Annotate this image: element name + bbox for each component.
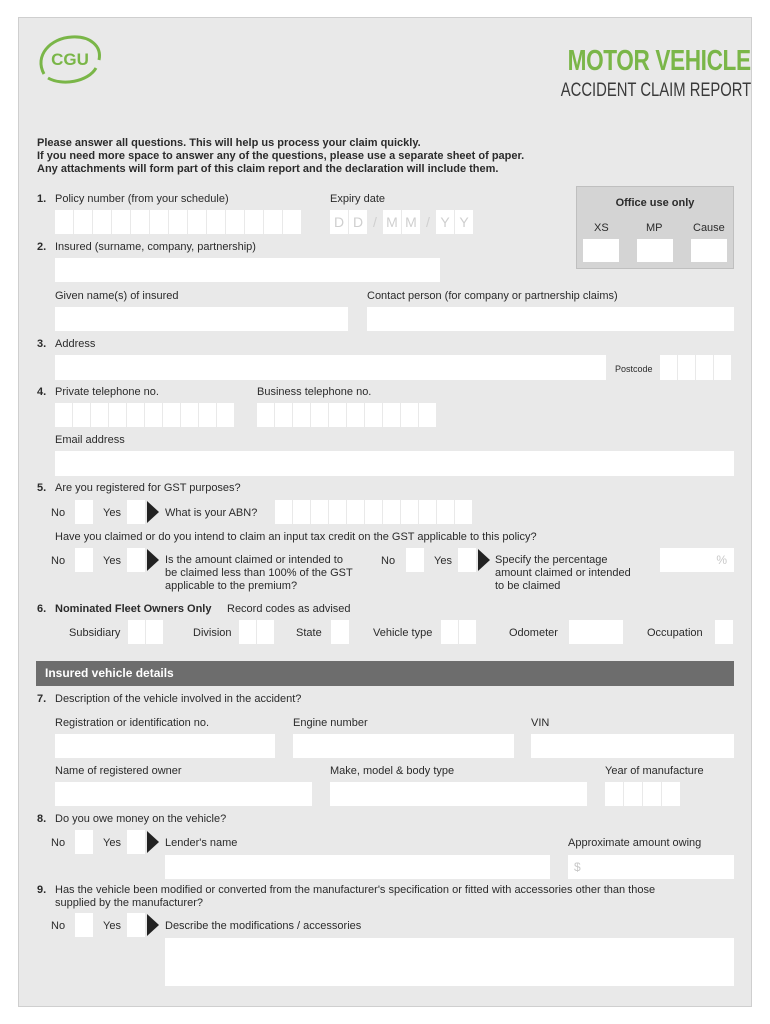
lender-label: Lender's name [165,837,238,849]
intro-line-1: Please answer all questions. This will help us process your claim quickly. [37,137,421,149]
odometer-label: Odometer [509,627,558,639]
owe-yes-checkbox[interactable] [127,830,145,854]
amount-owing-label: Approximate amount owing [568,837,702,849]
contact-person-label: Contact person (for company or partnership claims) [367,290,618,302]
gst-yes-checkbox[interactable] [127,500,145,524]
email-label: Email address [55,434,125,446]
q5-number: 5. [37,482,47,494]
q7-number: 7. [37,693,47,705]
svg-text:CGU: CGU [51,50,89,69]
cgu-logo [36,34,104,86]
modified-no-checkbox[interactable] [75,913,93,937]
engine-number-field[interactable] [293,734,514,758]
office-cause-field[interactable] [691,239,727,262]
office-use-panel [576,186,734,269]
policy-number-field[interactable] [55,210,301,234]
modified-question-1: Has the vehicle been modified or converted from the manufacturer's specification or fitted with accessories other than those [55,884,656,896]
percent-sign: % [716,553,727,567]
contact-person-field[interactable] [367,307,734,331]
amount-owing-field[interactable] [568,855,734,879]
owe-no-checkbox[interactable] [75,830,93,854]
registered-owner-field[interactable] [55,782,312,806]
vehicle-type-field[interactable] [441,620,476,644]
q6-number: 6. [37,603,47,615]
email-field[interactable] [55,451,734,476]
office-xs-label: XS [594,222,609,234]
less-than-100-q-3: applicable to the premium? [165,580,298,592]
division-field[interactable] [239,620,274,644]
business-phone-label: Business telephone no. [257,386,372,398]
form-subtitle: ACCIDENT CLAIM REPORT [560,80,751,101]
less-no-label: No [381,555,396,567]
percentage-label-3: to be claimed [495,580,561,592]
percentage-label-2: amount claimed or intended [495,567,631,579]
insured-label: Insured (surname, company, partnership) [55,241,256,253]
intro-line-2: If you need more space to answer any of the questions, please use a separate sheet of paper. [37,150,525,162]
registration-field[interactable] [55,734,275,758]
abn-label: What is your ABN? [165,507,258,519]
gst-no-label: No [51,507,66,519]
subsidiary-label: Subsidiary [69,627,121,639]
office-use-title: Office use only [615,197,695,209]
registration-label: Registration or identification no. [55,717,210,729]
modifications-field[interactable] [165,938,734,986]
private-phone-label: Private telephone no. [55,386,159,398]
vin-label: VIN [531,717,550,729]
itc-yes-checkbox[interactable] [127,548,145,572]
fleet-owners-label: Nominated Fleet Owners Only [55,603,212,615]
intro-line-3: Any attachments will form part of this claim report and the declaration will include them. [37,163,499,175]
gst-no-checkbox[interactable] [75,500,93,524]
less-no-checkbox[interactable] [406,548,424,572]
registered-owner-label: Name of registered owner [55,765,182,777]
make-model-field[interactable] [330,782,587,806]
owe-no-label: No [51,837,66,849]
gst-question: Are you registered for GST purposes? [55,482,241,494]
given-names-field[interactable] [55,307,348,331]
year-field[interactable] [605,782,680,806]
policy-number-label: Policy number (from your schedule) [55,193,229,205]
fleet-owners-sub: Record codes as advised [227,603,351,615]
arrow-right-icon [147,914,159,936]
postcode-label: Postcode [615,364,653,374]
form-title: MOTOR VEHICLE [567,45,751,77]
itc-no-label: No [51,555,66,567]
gst-yes-label: Yes [103,507,121,519]
less-than-100-q-1: Is the amount claimed or intended to [165,554,343,566]
insured-field[interactable] [55,258,440,282]
division-label: Division [193,627,232,639]
q4-number: 4. [37,386,47,398]
office-cause-label: Cause [693,222,725,234]
postcode-field[interactable] [660,355,731,380]
percentage-field[interactable] [660,548,734,572]
office-xs-field[interactable] [583,239,619,262]
percentage-label-1: Specify the percentage [495,554,608,566]
lender-field[interactable] [165,855,550,879]
owe-money-question: Do you owe money on the vehicle? [55,813,227,825]
state-label: State [296,627,322,639]
less-yes-label: Yes [434,555,452,567]
vehicle-description-label: Description of the vehicle involved in the accident? [55,693,302,705]
odometer-field[interactable] [569,620,623,644]
modified-no-label: No [51,920,66,932]
given-names-label: Given name(s) of insured [55,290,179,302]
make-model-label: Make, model & body type [330,765,455,777]
q2-number: 2. [37,241,47,253]
abn-field[interactable] [275,500,472,524]
arrow-right-icon [147,831,159,853]
modified-question-2: supplied by the manufacturer? [55,897,203,909]
modifications-label: Describe the modifications / accessories [165,920,362,932]
q9-number: 9. [37,884,47,896]
section-title: Insured vehicle details [45,666,174,680]
q8-number: 8. [37,813,47,825]
arrow-right-icon [147,501,159,523]
arrow-right-icon [147,549,159,571]
address-label: Address [55,338,96,350]
business-phone-field[interactable] [257,403,436,427]
office-mp-field[interactable] [637,239,673,262]
vehicle-type-label: Vehicle type [373,627,433,639]
private-phone-field[interactable] [55,403,234,427]
expiry-date-label: Expiry date [330,193,386,205]
less-than-100-q-2: be claimed less than 100% of the GST [165,567,353,579]
modified-yes-checkbox[interactable] [127,913,145,937]
owe-yes-label: Yes [103,837,121,849]
address-field[interactable] [55,355,606,380]
modified-yes-label: Yes [103,920,121,932]
arrow-right-icon [478,549,490,571]
occupation-field[interactable] [715,620,733,644]
q1-number: 1. [37,193,47,205]
itc-no-checkbox[interactable] [75,548,93,572]
dollar-sign: $ [574,860,581,874]
state-field[interactable] [331,620,349,644]
q3-number: 3. [37,338,47,350]
engine-number-label: Engine number [293,717,368,729]
itc-question: Have you claimed or do you intend to claim an input tax credit on the GST applicable to this policy? [55,531,537,543]
year-label: Year of manufacture [605,765,704,777]
vin-field[interactable] [531,734,734,758]
section-header-bar [36,661,734,686]
occupation-label: Occupation [647,627,703,639]
expiry-date-field[interactable]: D D / M M / Y Y [330,210,473,234]
itc-yes-label: Yes [103,555,121,567]
subsidiary-field[interactable] [128,620,163,644]
office-mp-label: MP [646,222,663,234]
less-yes-checkbox[interactable] [458,548,476,572]
